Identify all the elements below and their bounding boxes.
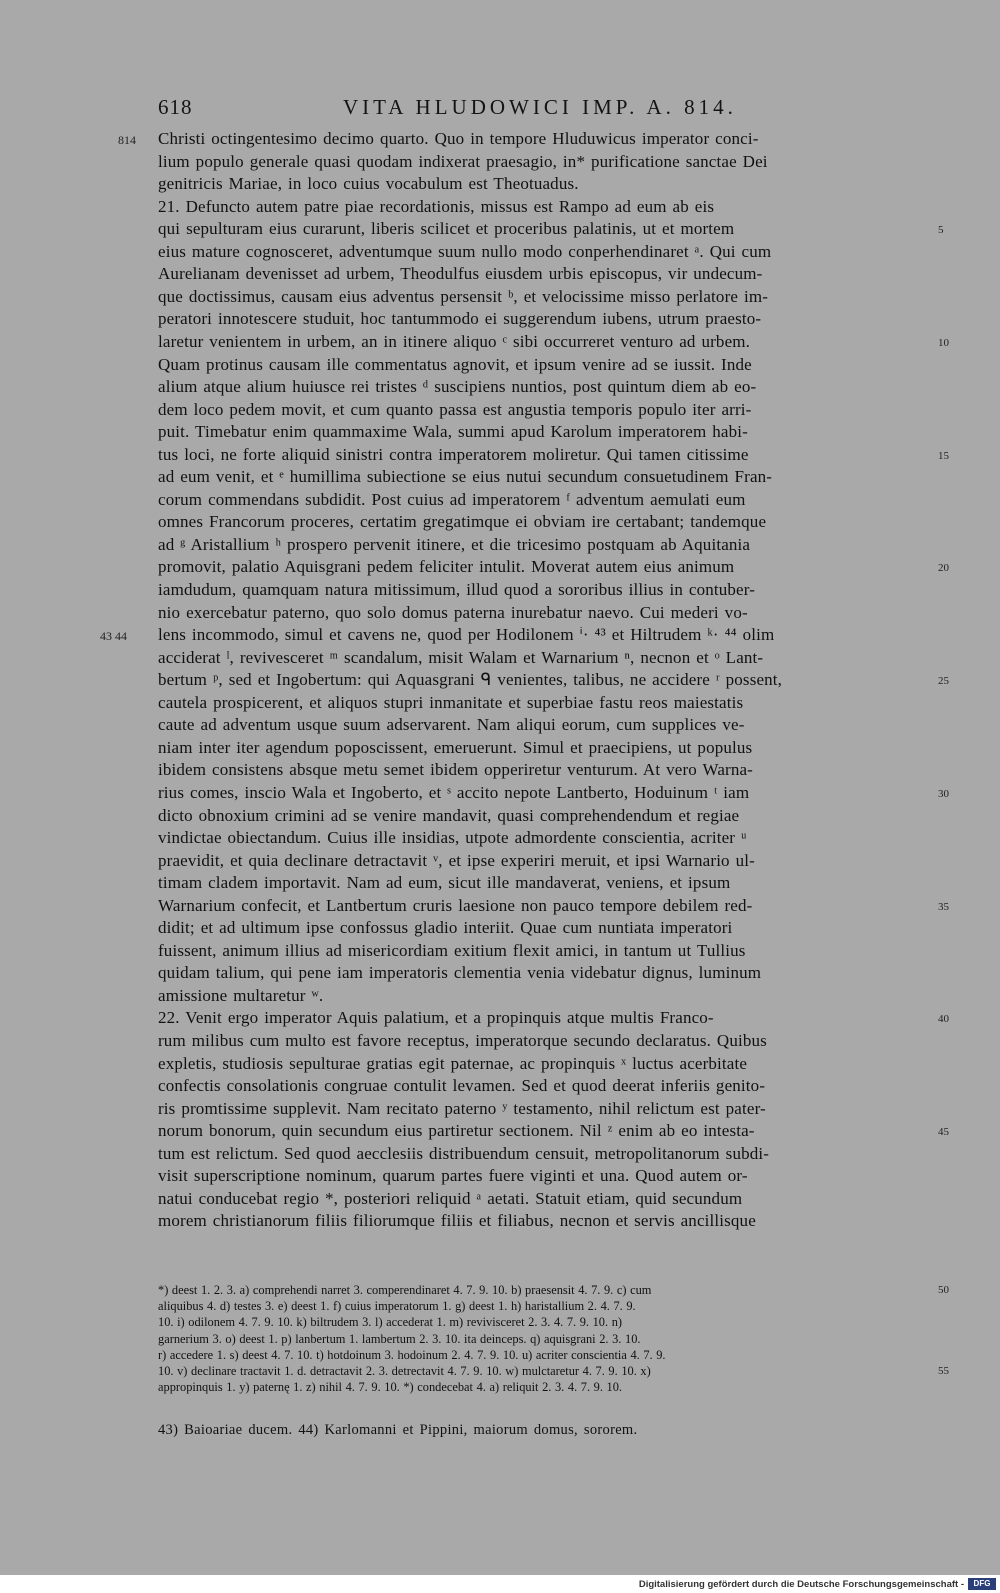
text-line: quidam talium, qui pene iam imperatoris clementia venia videbatur dignus, luminum [158,963,762,982]
text-line: ad eum venit, et ᵉ humillima subiectione se eius nutui secundum consuetudinem Fran- [158,467,773,486]
text-line: iamdudum, quamquam natura mitissimum, illud quod a sororibus illius in contuber- [158,580,756,599]
footnote-line: appropinquis 1. y) paternę 1. z) nihil 4. 7. 9. 10. *) condecebat 4. a) reliquit 2. 3. 4. 7. 9. 10. [158,1380,623,1394]
text-line: morem christianorum filiis filiorumque filiis et filiabus, necnon et servis ancillisque [158,1211,756,1230]
text-line: qui sepulturam eius curarunt, liberis scilicet et proceribus palatinis, ut et mortem [158,219,735,238]
line-number: 25 [938,675,949,687]
dfg-logo-icon: DFG [968,1578,996,1590]
line-number: 10 [938,337,949,349]
text-line: cautela prospicerent, et aliquos stupri inmanitate et superbiae fastu reos maiestatis [158,693,744,712]
text-line: praevidit, et quia declinare detractavit ᵛ, et ipse experiri meruit, et ipsi Warnario ul- [158,851,755,870]
line-number: 35 [938,901,949,913]
text-line: rum milibus cum multo est favore receptus, imperatorque secundo declaratus. Quibus [158,1031,767,1050]
text-line: amissione multaretur ʷ. [158,986,324,1005]
text-line: puit. Timebatur enim quammaxime Wala, summi apud Karolum imperatorem habi- [158,422,748,441]
text-line: ad ᵍ Aristallium ʰ prospero pervenit itinere, et die tricesimo postquam ab Aquitania [158,535,751,554]
text-line: Aurelianam devenisset ad urbem, Theodulfus eiusdem urbis episcopus, vir undecum- [158,264,763,283]
text-line: confectis consolationis congruae contulit levamen. Sed et quod deerat inferiis genito- [158,1076,766,1095]
text-line: dem loco pedem movit, et cum quanto passa est angustia temporis populo iter arri- [158,400,752,419]
text-line: tum est relictum. Sed quod aecclesiis distribuendum censuit, metropolitanorum subdi- [158,1144,770,1163]
text-line: peratori innotescere studuit, hoc tantummodo ei suggerendum iubens, utrum praesto- [158,309,762,328]
text-line: omnes Francorum proceres, certatim gregatimque ei obviam ire certabant; tandemque [158,512,767,531]
footnote-line: r) accedere 1. s) deest 4. 7. 10. t) hotdoinum 3. hodoinum 2. 4. 7. 9. 10. u) acriter conscientia 4. 7. 9. [158,1348,666,1362]
text-line: norum bonorum, quin secundum eius partiretur sectionem. Nil ᶻ enim ab eo intesta- [158,1121,755,1140]
line-number: 5 [938,224,944,236]
text-line: Warnarium confecit, et Lantbertum cruris laesione non pauco tempore debilem red- [158,896,753,915]
text-line: acciderat ˡ, revivesceret ᵐ scandalum, misit Walam et Warnarium ⁿ, necnon et ᵒ Lant- [158,648,764,667]
historical-notes: 43) Baioariae ducem. 44) Karlomanni et Pippini, maiorum domus, sororem. [158,1422,638,1438]
text-line: Christi octingentesimo decimo quarto. Quo in tempore Hluduwicus imperator conci- [158,129,759,148]
line-number: 55 [938,1365,949,1377]
line-number: 15 [938,450,949,462]
funding-notice: Digitalisierung gefördert durch die Deutsche Forschungsgemeinschaft - [638,1579,964,1590]
text-line: didit; et ad ultimum ipse confossus gladio interiit. Quae cum nuntiata imperatori [158,918,733,937]
text-line: ris promtissime supplevit. Nam recitato paterno ʸ testamento, nihil relictum est pater- [158,1099,766,1118]
footer-bar [0,1576,1000,1593]
running-head [155,95,915,123]
text-line: lens incommodo, simul et cavens ne, quod per Hodilonem ⁱ· ⁴³ et Hiltrudem ᵏ· ⁴⁴ olim [158,625,775,644]
text-line: tus loci, ne forte aliquid sinistri contra imperatorem moliretur. Qui tamen citissime [158,445,749,464]
footnote-line: 10. i) odilonem 4. 7. 9. 10. k) biltrudem 3. l) accederat 1. m) revivisceret 2. 3. 4. 7. 9. 10. n) [158,1315,623,1329]
text-line: visit superscriptione nominum, quarum partes fuere viginti et una. Quod autem or- [158,1166,748,1185]
text-line: Quam protinus causam ille commentatus agnovit, et ipsum venire ad se iussit. Inde [158,355,752,374]
line-number: 45 [938,1126,949,1138]
line-number: 30 [938,788,949,800]
text-line: caute ad adventum usque suum adservarent. Nam aliqui eorum, cum supplices ve- [158,715,745,734]
text-line: fuissent, animum illius ad misericordiam exitium flexit amici, in tantum ut Tullius [158,941,746,960]
text-line: 22. Venit ergo imperator Aquis palatium, et a propinquis atque multis Franco- [158,1008,714,1027]
text-line: laretur venientem in urbem, an in itinere aliquo ᶜ sibi occurreret venturo ad urbem. [158,332,751,351]
text-line: timam cladem importavit. Nam ad eum, sicut ille mandaverat, veniens, et ipsum [158,873,731,892]
text-line: promovit, palatio Aquisgrani pedem feliciter intulit. Moverat autem eius animum [158,557,735,576]
text-line: lium populo generale quasi quodam indixerat praesagio, in* purificatione sanctae Dei [158,152,768,171]
page-number: 618 [158,95,193,119]
line-number: 20 [938,562,949,574]
text-line: vindictae obiectandum. Cuius ille insidias, utpote admordente conscientia, acriter ᵘ [158,828,747,847]
text-line: dicto obnoxium crimini ad se venire mandavit, quasi comprehendendum et regiae [158,806,740,825]
footnote-line: aliquibus 4. d) testes 3. e) deest 1. f) cuius imperatorum 1. g) deest 1. h) haristallium 2. 4. 7. 9. [158,1299,636,1313]
footnote-line: *) deest 1. 2. 3. a) comprehendi narret 3. comperendinaret 4. 7. 9. 10. b) praesensit 4. 7. 9. c) cum [158,1283,652,1297]
text-line: genitricis Mariae, in loco cuius vocabulum est Theotuadus. [158,174,579,193]
text-line: natui conducebat regio *, posteriori reliquid ᵃ aetati. Statuit etiam, quid secundum [158,1189,743,1208]
text-line: expletis, studiosis sepulturae gratias egit paternae, ac propinquis ˣ luctus acerbitate [158,1054,748,1073]
text-line: niam inter iter agendum poposcissent, emeruerunt. Simul et praecipiens, ut populus [158,738,753,757]
line-number: 50 [938,1284,949,1296]
margin-note: 814 [118,133,136,147]
text-line: alium atque alium huiusce rei tristes ᵈ suscipiens nuntios, post quintum diem ab eo- [158,377,757,396]
text-line: 21. Defuncto autem patre piae recordationis, missus est Rampo ad eum ab eis [158,197,715,216]
margin-note: 43 44 [100,629,127,643]
footnote-line: garnerium 3. o) deest 1. p) lanbertum 1. lambertum 2. 3. 10. ita deinceps. q) aquisgrani 2. 3. 10. [158,1332,641,1346]
footnote-line: 10. v) declinare tractavit 1. d. detractavit 2. 3. detrectavit 4. 7. 9. 10. w) mulctaretur 4. 7. 9. 10. x) [158,1364,651,1378]
text-line: ibidem consistens absque metu semet ibidem opperiretur venturum. At vero Warna- [158,760,753,779]
text-line: eius mature cognosceret, adventumque suum nullo modo conperhendinaret ᵃ. Qui cum [158,242,772,261]
text-line: nio exercebatur paterno, quo solo domus paterna inurebatur naevo. Cui mederi vo- [158,603,748,622]
text-line: corum commendans subdidit. Post cuius ad imperatorem ᶠ adventum aemulati eum [158,490,746,509]
text-line: rius comes, inscio Wala et Ingoberto, et ˢ accito nepote Lantberto, Hoduinum ᵗ iam [158,783,750,802]
text-line: bertum ᵖ, sed et Ingobertum: qui Aquasgrani ᑫ venientes, talibus, ne accidere ʳ possent, [158,670,783,689]
line-number: 40 [938,1013,949,1025]
header-title: VITA HLUDOWICI IMP. A. 814. [343,95,737,119]
text-line: que doctissimus, causam eius adventus persensit ᵇ, et velocissime misso perlatore im- [158,287,769,306]
